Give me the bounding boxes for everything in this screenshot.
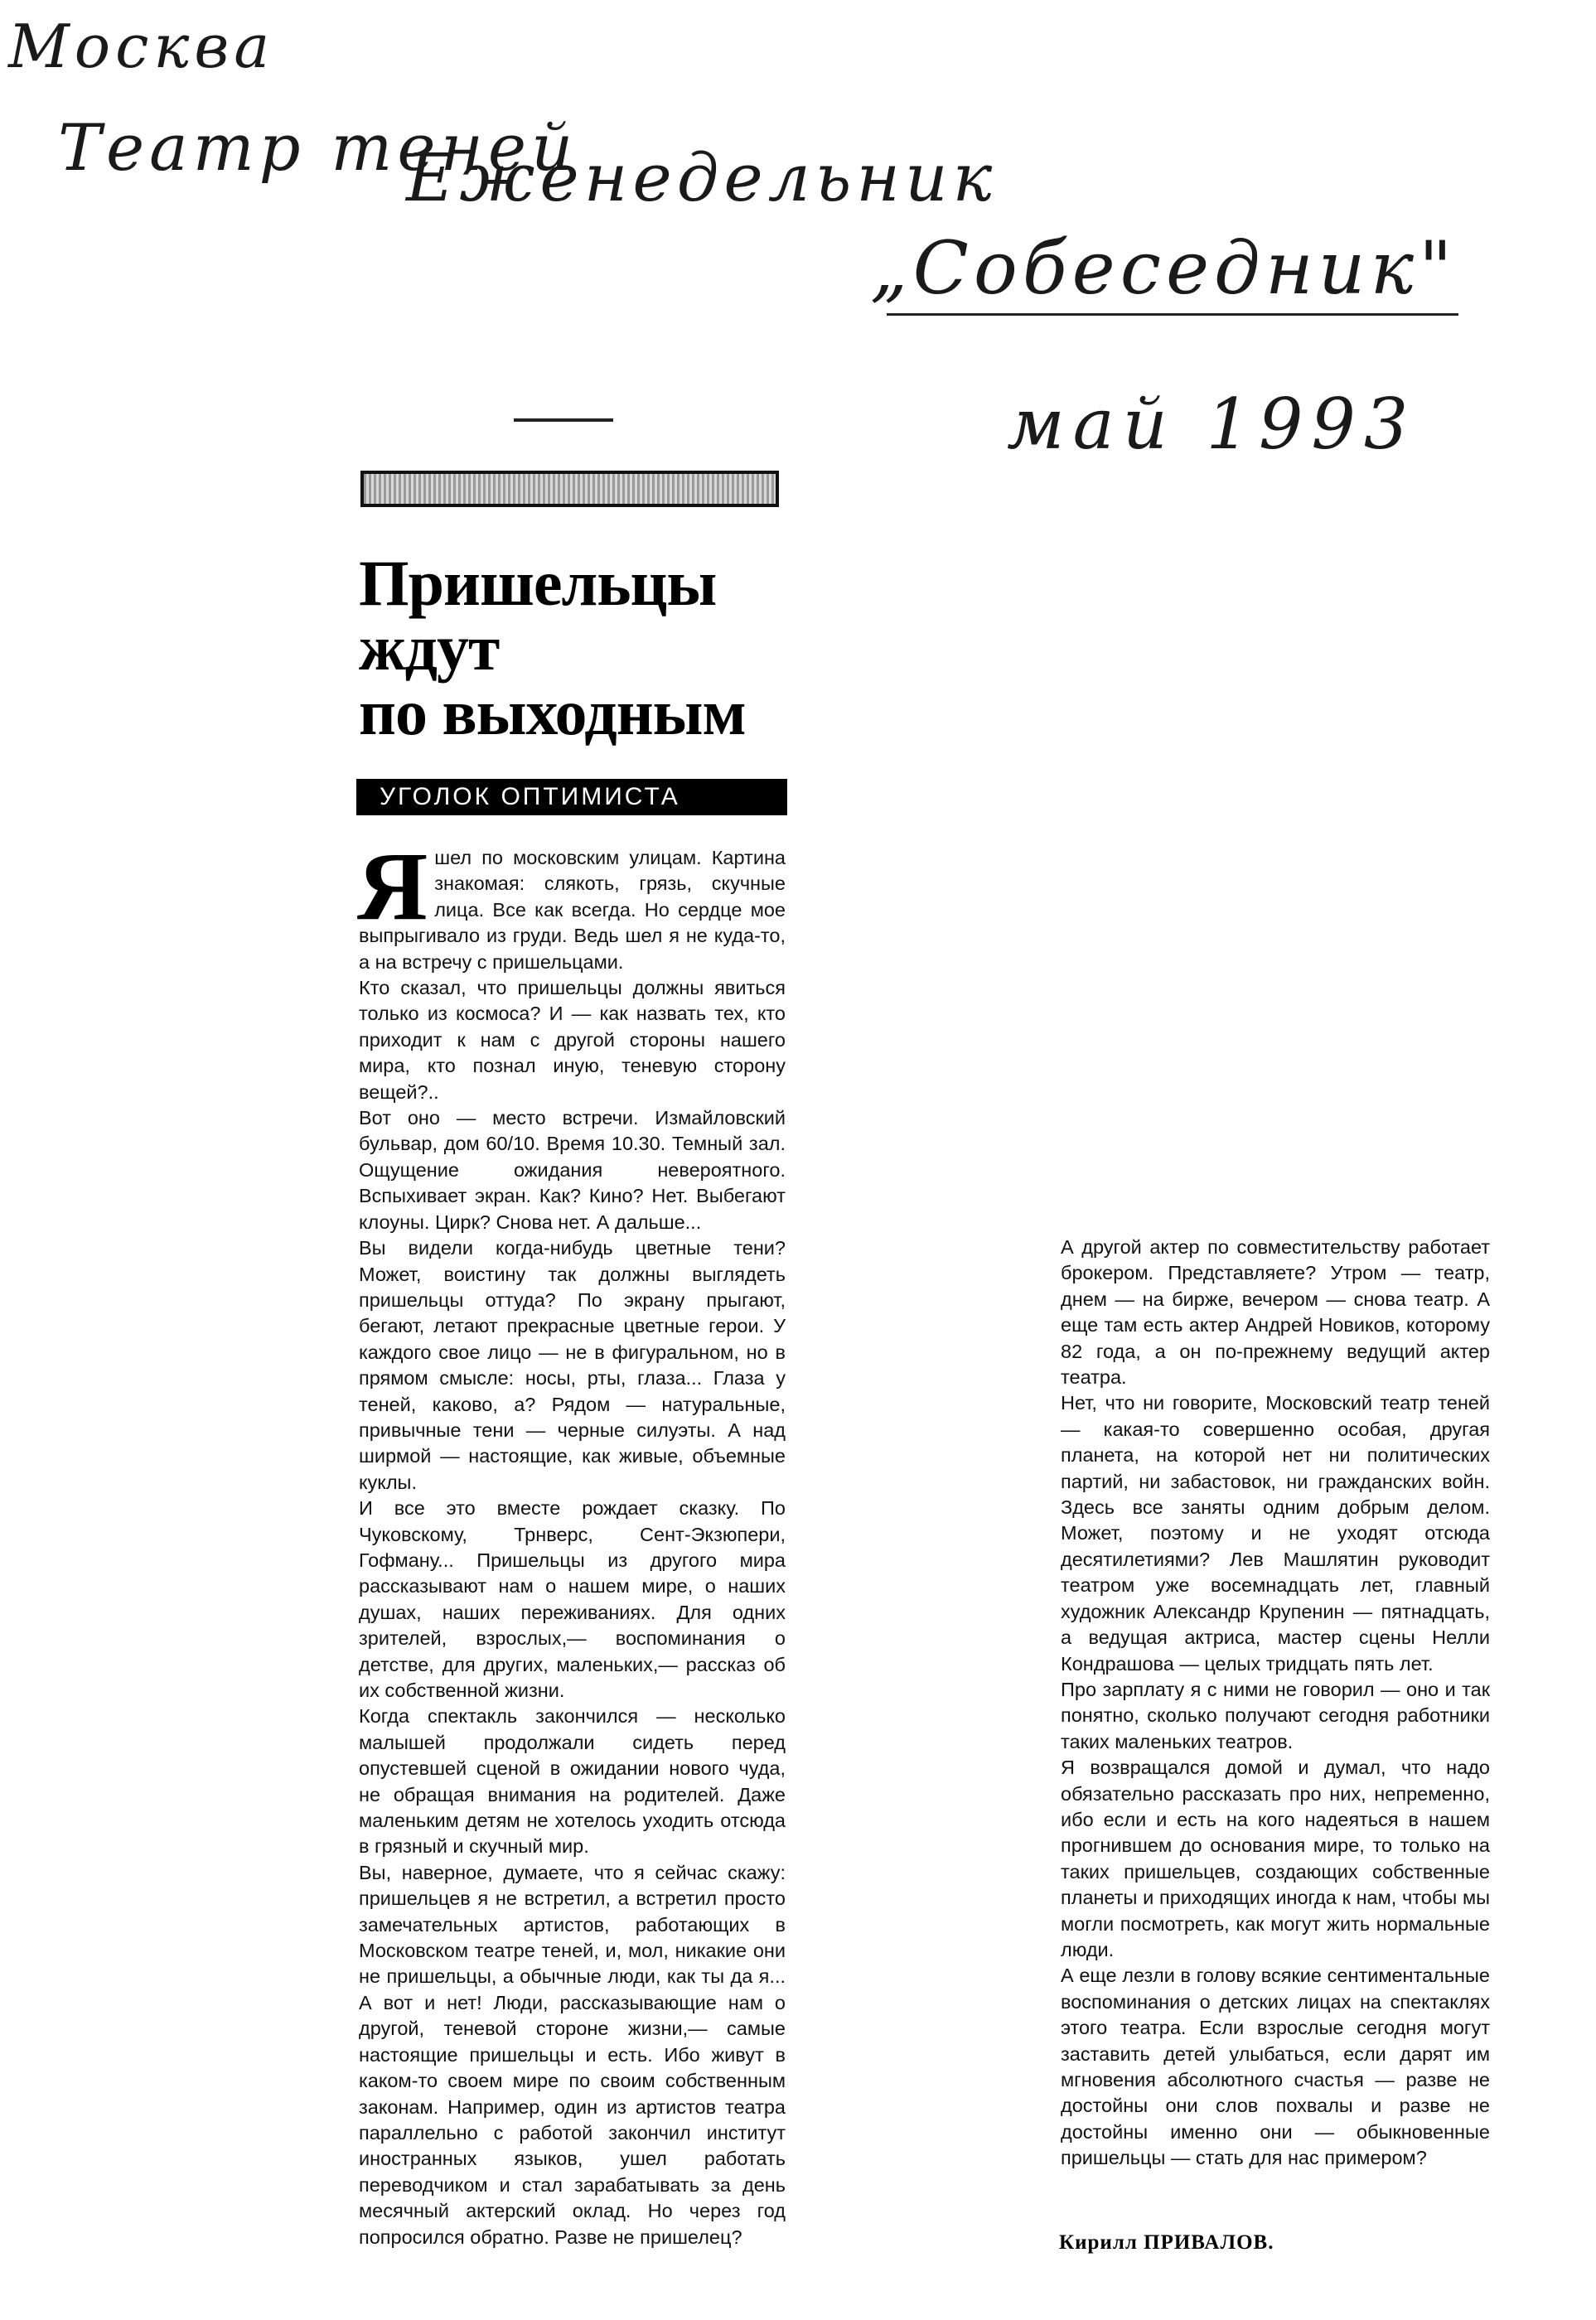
paragraph: Про зарплату я с ними не говорил — оно и так понятно, сколько получают сегодня работники таких маленьких театров. [1061, 1678, 1490, 1752]
article-column-left [357, 832, 786, 2250]
paragraph: Вы видели когда-нибудь цветные тени? Может, воистину так должны выглядеть пришельцы оттуда? По экрану прыгают, бегают, летают прекрасные цветные герои. У каждого свое лицо — не в фигуральном, но в прямом смысле: носы, рты, глаза... Глаза у теней, каково, а? Рядом — натуральные, привычные тени — черные силуэты. А над ширмой — настоящие, как живые, объемные куклы. [359, 1237, 786, 1493]
top-divider-line [514, 418, 613, 422]
handwritten-underline [887, 313, 1458, 316]
rubric-bar [360, 471, 779, 507]
drop-cap: Я [357, 832, 428, 940]
paragraph [357, 832, 786, 975]
paragraph: Вы, наверное, думаете, что я сейчас скажу: пришельцев я не встретил, а встретил просто замечательных артистов, работающих в Московском театре теней, и, мол, никакие они не пришельцы, а обычные люди, как ты да я... А вот и нет! Люди, рассказывающие нам о другой, теневой стороне жизни,— самые настоящие пришельцы и есть. Ибо живут в каком-то своем мире по своим собственным законам. Например, один из артистов театра параллельно с работой закончил институт иностранных языков, ушел работать переводчиком и стал зарабатывать за день месячный актерский оклад. Но через год попросился обратно. Разве не пришелец? [359, 1861, 786, 2248]
headline-line: Пришельцы [359, 547, 717, 619]
paragraph: Когда спектакль закончился — несколько малышей продолжали сидеть перед опустевшей сценой в ожидании нового чуда, не обращая внимания на родителей. Даже маленьким детям не хотелось уходить отсюда в грязный и скучный мир. [359, 1705, 786, 1858]
headline [359, 547, 823, 748]
handwritten-newspaper-name: „Собеседник" [870, 225, 1458, 311]
paragraph: И все это вместе рождает сказку. По Чуковскому, Трнверс, Сент-Экзюпери, Гофману... Пришельцы из другого мира рассказывают нам о нашем мире, о наших душах, наших переживаниях. Для одних зрителей, взрослых,— воспоминания о детстве, для других, маленьких,— рассказ об их собственной жизни. [359, 1497, 786, 1701]
paragraph: А другой актер по совместительству работает брокером. Представляете? Утром — театр, днем — на бирже, вечером — снова театр. А еще там есть актер Андрей Новиков, которому 82 года, а он по-прежнему ведущий актер театра. [1061, 1236, 1490, 1389]
handwritten-theater-name: Театр теней [58, 111, 578, 186]
paragraph: Кто сказал, что пришельцы должны явиться только из космоса? И — как назвать тех, кто приходит к нам с другой стороны нашего мира, кто познал иную, теневую сторону вещей?.. [359, 977, 786, 1103]
byline: Кирилл ПРИВАЛОВ. [1059, 2231, 1274, 2254]
handwritten-weekly: Еженедельник [406, 139, 998, 216]
handwritten-city: Москва [8, 12, 275, 81]
handwritten-date: май 1993 [1007, 384, 1417, 465]
headline-line: ждут [359, 611, 500, 684]
paragraph: А еще лезли в голову всякие сентиментальные воспоминания о детских лицах на спектаклях этого театра. Если взрослые сегодня могут заставить детей улыбаться, если дарят им мгновения абсолютного счастья — разве не достойны они слов похвалы и разве не достойны именно они — обыкновенные пришельцы — стать для нас примером? [1061, 1965, 1490, 2169]
rubric-label: УГОЛОК ОПТИМИСТА [356, 779, 787, 815]
paragraph: Вот оно — место встречи. Измайловский бульвар, дом 60/10. Время 10.30. Темный зал. Ощущение ожидания невероятного. Вспыхивает экран. Как? Кино? Нет. Выбегают клоуны. Цирк? Снова нет. А дальше... [359, 1107, 786, 1233]
article-column-right [1061, 1235, 1490, 2172]
paragraph-text: шел по московским улицам. Картина знакомая: слякоть, грязь, скучные лица. Все как всегда. Но сердце мое выпрыгивало из груди. Ведь шел я не куда-то, а на встречу с пришельцами. [359, 847, 786, 973]
paragraph: Я возвращался домой и думал, что надо обязательно рассказать про них, непременно, ибо если и есть на кого надеяться в нашем прогнившем до основания мире, то только на таких пришельцев, создающих собственные планеты и приходящих иногда к нам, чтобы мы могли посмотреть, как могут жить нормальные люди. [1061, 1757, 1490, 1960]
headline-line: по выходным [359, 676, 746, 748]
paragraph: Нет, что ни говорите, Московский театр теней — какая-то совершенно особая, другая планета, на которой нет ни политических партий, ни забастовок, ни гражданских войн. Здесь все заняты одним добрым делом. Может, поэтому и не уходят отсюда десятилетиями? Лев Машлятин руководит театром уже восемнадцать лет, главный художник Александр Крупенин — пятнадцать, а ведущая актриса, мастер сцены Нелли Кондрашова — целых тридцать пять лет. [1061, 1392, 1490, 1675]
